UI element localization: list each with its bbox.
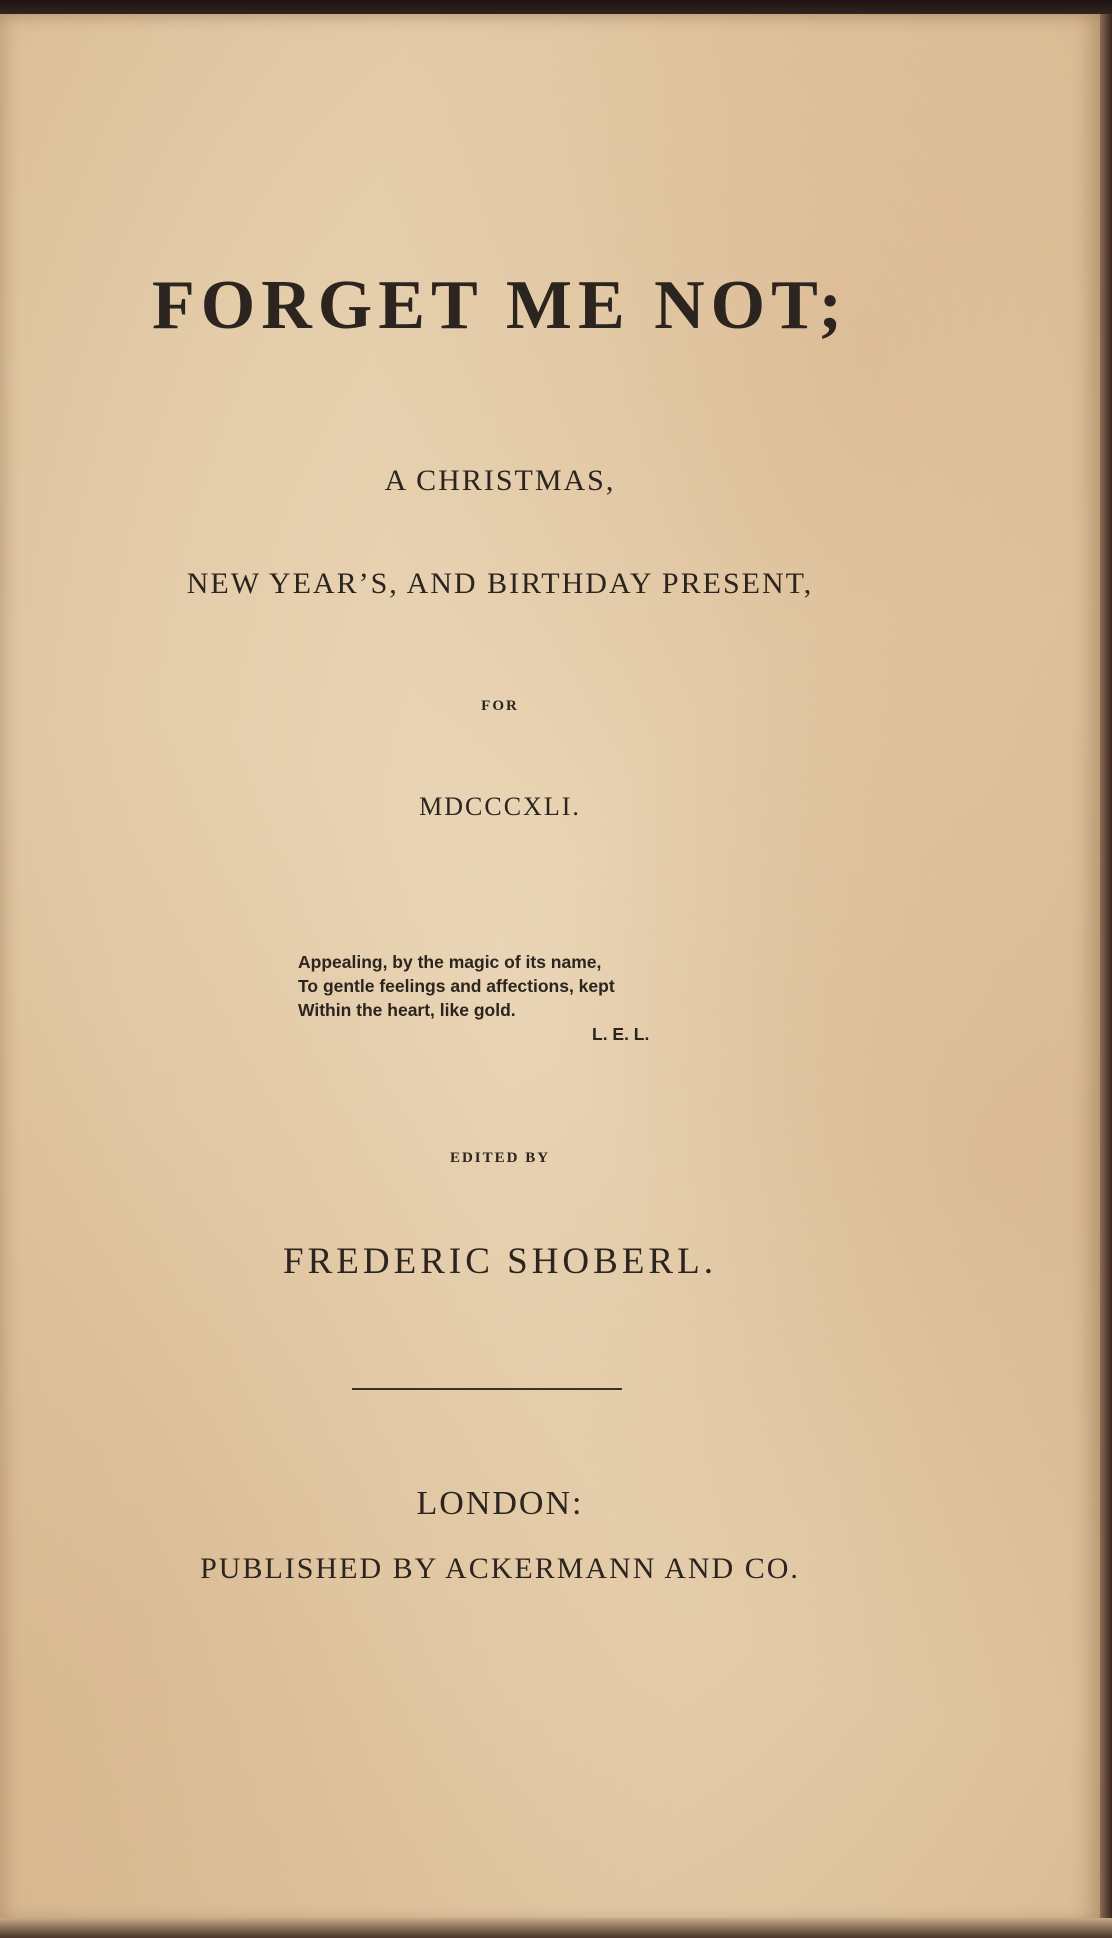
epigraph-line: Appealing, by the magic of its name, — [298, 952, 602, 972]
for-label: FOR — [481, 698, 519, 714]
page-right-edge — [1100, 14, 1112, 1938]
publication-place: LONDON: — [416, 1485, 584, 1522]
year-roman: MDCCCXLI. — [419, 792, 581, 821]
edited-by-label: EDITED BY — [449, 1150, 551, 1166]
epigraph — [298, 950, 698, 1046]
subtitle-line-1: A CHRISTMAS, — [384, 464, 616, 497]
epigraph-line: Within the heart, like gold. — [298, 1000, 516, 1020]
title-page — [0, 14, 1104, 1924]
epigraph-attribution: L. E. L. — [592, 1024, 650, 1044]
epigraph-line: To gentle feelings and affections, kept — [298, 976, 615, 996]
subtitle-line-2: NEW YEAR’S, AND BIRTHDAY PRESENT, — [186, 567, 814, 600]
publisher-line: PUBLISHED BY ACKERMANN AND CO. — [200, 1552, 800, 1585]
book-title: FORGET ME NOT; — [152, 267, 848, 344]
editor-name: FREDERIC SHOBERL. — [283, 1241, 717, 1282]
page-bottom-edge — [0, 1918, 1112, 1938]
divider-rule — [352, 1388, 622, 1390]
